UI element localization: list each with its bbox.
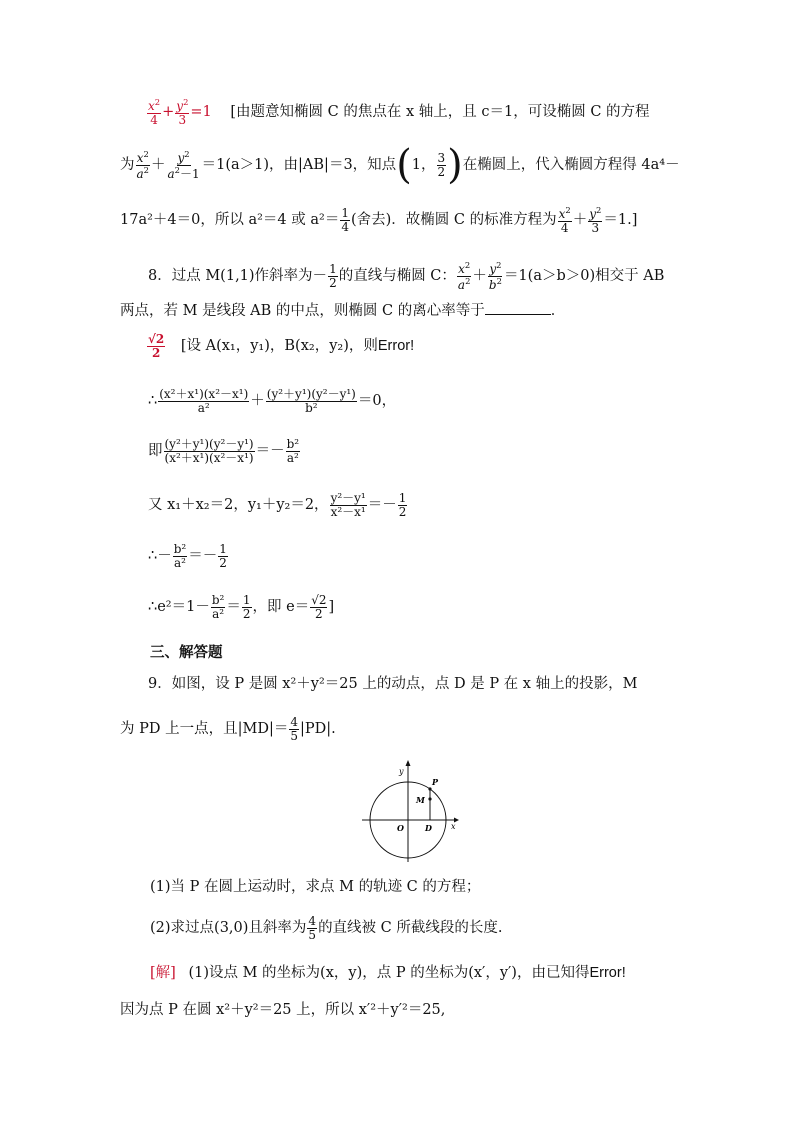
label-o: O bbox=[397, 823, 404, 833]
p8-step2: ∴ $\frac{\text{(x²＋x¹)(x²－x¹)}}{\text{a²}}$ ＋ $\frac{\text{(y²＋y¹)(y²－y¹)}}{\text{b²}}$ ＝0， bbox=[148, 387, 397, 415]
p8-answer-line: $\frac{√2}{2}$ [设 A(x₁，y₁)，B(x₂，y₂)，则Error! bbox=[148, 332, 415, 360]
label-x: x bbox=[451, 822, 456, 831]
p9-part1: (1)当 P 在圆上运动时，求点 M 的轨迹 C 的方程； bbox=[150, 879, 481, 895]
y-axis-arrow bbox=[406, 760, 411, 766]
label-m: M bbox=[416, 795, 425, 805]
p8-question-line1: 8．过点 M(1,1)作斜率为－ $\frac{1}{2}$ 的直线与椭圆 C： $\frac{x^2}{a^2}$ ＋ $\frac{y^2}{b^2}$ ＝1(a＞b＞0)相交于 AB bbox=[148, 260, 665, 292]
p7-answer-line: $\frac{x^2}{4}$ + $\frac{y^2}{3}$ =1 [由题意知椭圆 C 的焦点在 x 轴上，且 c＝1，可设椭圆 C 的方程 bbox=[148, 97, 650, 127]
solution-tag: [解] bbox=[150, 965, 176, 981]
circle-figure bbox=[360, 758, 460, 863]
point-m bbox=[428, 797, 431, 800]
p9-solution-line1: [解] (1)设点 M 的坐标为(x，y)，点 P 的坐标为(x′，y′)，由已知得Error! bbox=[150, 965, 626, 981]
answer-blank bbox=[485, 302, 551, 315]
label-y: y bbox=[399, 767, 404, 776]
answer-fraction-sqrt2: $\frac{√2}{2}$ bbox=[148, 332, 165, 360]
p9-solution-line2: 因为点 P 在圆 x²＋y²＝25 上，所以 x′²＋y′²＝25, bbox=[120, 1002, 446, 1018]
p7-solution-line2: 为 $\frac{x^2}{a^2}$ ＋ $\frac{y^2}{a^2-1}$ ＝1(a＞1)，由|AB|＝3，知点(1， $\frac{3}{2}$ )在椭圆上，代入椭圆方程得 4a⁴－ bbox=[120, 142, 680, 189]
p8-step6: ∴e²＝1－ $\frac{\text{b²}}{\text{a²}}$ ＝ $\frac{1}{2}$ ，即 e＝ $\frac{√2}{2}$ ] bbox=[148, 593, 335, 621]
label-d: D bbox=[425, 823, 432, 833]
p8-question-line2: 两点，若 M 是线段 AB 的中点，则椭圆 C 的离心率等于 ． bbox=[120, 303, 566, 319]
p8-step4: 又 x₁＋x₂＝2，y₁＋y₂＝2， $\frac{\text{y²－y¹}}{\text{x²－x¹}}$ ＝－ $\frac{1}{2}$ bbox=[148, 491, 407, 519]
point-p bbox=[428, 787, 431, 790]
answer-fraction-x: $\frac{x^2}{4}$ bbox=[148, 97, 161, 127]
p8-step5: ∴－ $\frac{\text{b²}}{\text{a²}}$ ＝－ $\frac{1}{2}$ bbox=[148, 542, 227, 570]
p8-step3: 即 $\frac{\text{(y²＋y¹)(y²－y¹)}}{\text{(x²＋x¹)(x²－x¹)}}$ ＝－ $\frac{\text{b²}}{\text{a²}}$ bbox=[148, 437, 300, 465]
p9-question-line2: 为 PD 上一点，且|MD|＝ $\frac{4}{5}$ |PD|. bbox=[120, 715, 336, 743]
p7-solution-line3: 17a²＋4＝0，所以 a²＝4 或 a²＝ $\frac{1}{4}$ (舍去)．故椭圆 C 的标准方程为 $\frac{x^2}{4}$ ＋ $\frac{y^2}{3}$ ＝1.] bbox=[120, 205, 638, 235]
answer-fraction-y: $\frac{y^2}{3}$ bbox=[176, 97, 189, 127]
label-p: P bbox=[432, 777, 439, 787]
p9-question-line1: 9．如图，设 P 是圆 x²＋y²＝25 上的动点，点 D 是 P 在 x 轴上的投影，M bbox=[148, 676, 638, 692]
p9-part2: (2)求过点(3,0)且斜率为 $\frac{4}{5}$ 的直线被 C 所截线段的长度. bbox=[150, 914, 503, 942]
section-heading: 三、解答题 bbox=[150, 644, 223, 661]
p7-solution-line1: [由题意知椭圆 C 的焦点在 x 轴上，且 c＝1，可设椭圆 C 的方程 bbox=[230, 104, 650, 121]
